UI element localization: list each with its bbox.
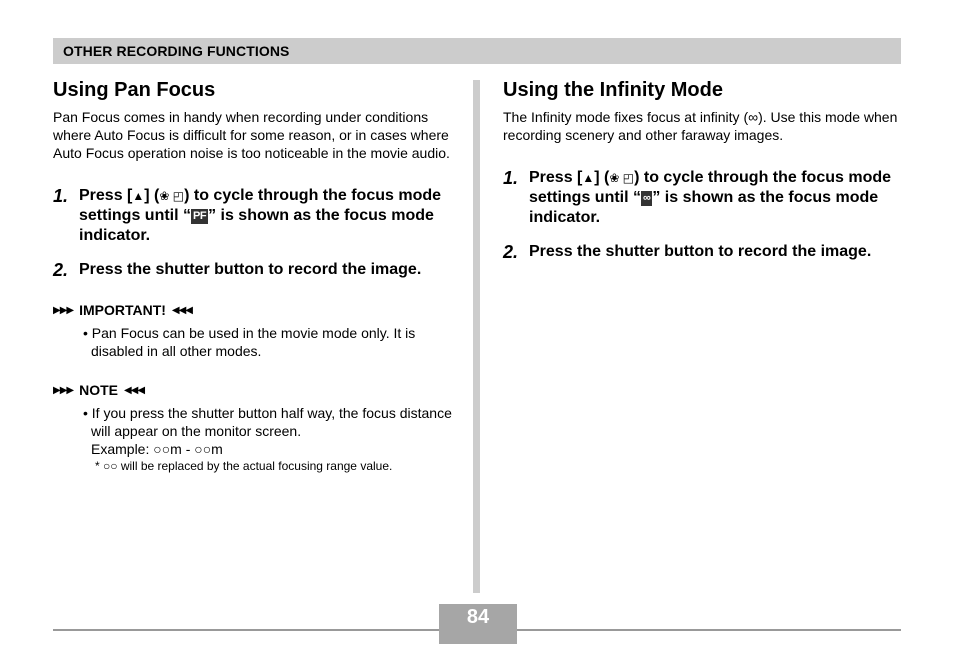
section-title: OTHER RECORDING FUNCTIONS <box>63 43 290 59</box>
infinity-intro: The Infinity mode fixes focus at infinity (∞). Use this mode when recording scenery and other faraway images. <box>503 109 898 143</box>
arrows-right-icon: ▶▶▶ <box>53 384 74 396</box>
left-column <box>53 78 458 474</box>
up-arrow-icon: ▲ <box>132 189 145 203</box>
step-number: 2. <box>503 242 519 262</box>
infinity-mode-icon: ∞ <box>643 192 651 204</box>
step-number: 2. <box>53 260 69 280</box>
arrows-left-icon: ◀◀◀ <box>123 384 145 396</box>
section-header-bar <box>53 38 901 64</box>
step-text: Press the shutter button to record the image. <box>79 261 422 278</box>
note-bullet: • If you press the shutter button half way, the focus distance will appear on the monitor screen. Example: ○○m - ○○m <box>83 405 452 457</box>
infinity-heading: Using the Infinity Mode <box>503 79 723 101</box>
important-bullet: • Pan Focus can be used in the movie mode only. It is disabled in all other modes. <box>83 325 416 359</box>
macro-manual-icon: ❀ ◰ <box>159 189 185 203</box>
step-text: Press [▲] (❀ ◰) to cycle through the focus mode settings until “ ∞ ” is shown as the focus mode indicator. <box>529 169 892 226</box>
note-label: NOTE <box>79 382 118 398</box>
step-number: 1. <box>53 186 69 206</box>
right-column <box>503 78 903 262</box>
infinity-step-1 <box>503 168 903 228</box>
step-text: Press the shutter button to record the image. <box>529 243 872 260</box>
up-arrow-icon: ▲ <box>582 171 595 185</box>
step-text: Press [▲] (❀ ◰) to cycle through the focus mode settings until “ PF ” is shown as the focus mode indicator. <box>79 187 442 244</box>
step-number: 1. <box>503 168 519 188</box>
page-number-tab <box>439 631 517 644</box>
page-number: 84 <box>439 604 517 631</box>
pan-focus-intro: Pan Focus comes in handy when recording under conditions where Auto Focus is difficult for some reason, or in cases where Auto Focus operation noise is too noticeable in the movie audio. <box>53 109 450 161</box>
column-divider <box>473 80 480 593</box>
pan-focus-heading: Using Pan Focus <box>53 79 216 101</box>
pan-focus-step-2 <box>53 260 458 280</box>
macro-manual-icon: ❀ ◰ <box>609 171 635 185</box>
pan-focus-mode-icon: PF <box>193 210 207 222</box>
arrows-right-icon: ▶▶▶ <box>53 304 74 316</box>
important-label: IMPORTANT! <box>79 302 166 318</box>
pan-focus-step-1 <box>53 186 458 246</box>
infinity-step-2 <box>503 242 903 262</box>
note-callout <box>53 382 458 398</box>
note-footnote: * ○○ will be replaced by the actual focusing range value. <box>95 459 393 473</box>
arrows-left-icon: ◀◀◀ <box>171 304 192 316</box>
note-example: Example: ○○m - ○○m <box>91 441 223 457</box>
important-callout <box>53 302 458 318</box>
